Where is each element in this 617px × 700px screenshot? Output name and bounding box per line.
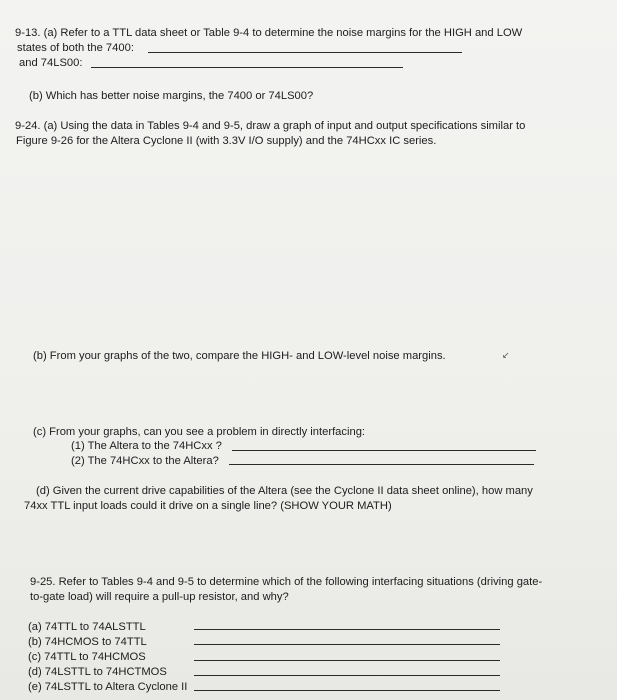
- answer-line-item-b[interactable]: [194, 644, 500, 645]
- q9-25-item-b: (b) 74HCMOS to 74TTL: [28, 636, 147, 648]
- q9-24-d-line2: 74xx TTL input loads could it drive on a single line? (SHOW YOUR MATH): [24, 500, 392, 512]
- q9-24-c-intro: (c) From your graphs, can you see a problem in directly interfacing:: [33, 426, 366, 438]
- answer-line-74ls00[interactable]: [91, 67, 403, 68]
- stray-pen-mark: ↙: [502, 350, 510, 360]
- q9-25-line1: 9-25. Refer to Tables 9-4 and 9-5 to determine which of the following interfacing situations (driving gate-: [30, 576, 543, 588]
- q9-13-a-line3: and 74LS00:: [19, 57, 83, 69]
- q9-25-item-a: (a) 74TTL to 74ALSTTL: [28, 621, 146, 633]
- q9-25-item-e: (e) 74LSTTL to Altera Cyclone II: [28, 681, 188, 693]
- answer-line-c1[interactable]: [232, 450, 536, 451]
- q9-13-a-line1: 9-13. (a) Refer to a TTL data sheet or Table 9-4 to determine the noise margins for the HIGH and LOW: [15, 27, 523, 39]
- answer-line-item-a[interactable]: [194, 629, 500, 630]
- q9-13-b: (b) Which has better noise margins, the 7400 or 74LS00?: [29, 90, 314, 102]
- answer-line-item-c[interactable]: [194, 660, 500, 661]
- q9-25-item-c: (c) 74TTL to 74HCMOS: [28, 651, 146, 663]
- answer-line-item-d[interactable]: [194, 675, 500, 676]
- answer-line-item-e[interactable]: [194, 690, 500, 691]
- q9-25-item-d: (d) 74LSTTL to 74HCTMOS: [28, 666, 167, 678]
- q9-24-b: (b) From your graphs of the two, compare the HIGH- and LOW-level noise margins.: [33, 350, 446, 362]
- q9-24-a-line1: 9-24. (a) Using the data in Tables 9-4 and 9-5, draw a graph of input and output specifications similar to: [15, 120, 526, 132]
- answer-line-c2[interactable]: [229, 464, 534, 465]
- q9-13-a-line2: states of both the 7400:: [17, 42, 134, 54]
- q9-24-a-line2: Figure 9-26 for the Altera Cyclone II (with 3.3V I/O supply) and the 74HCxx IC series.: [16, 135, 437, 147]
- q9-24-c1: (1) The Altera to the 74HCxx ?: [71, 440, 222, 452]
- q9-24-d-line1: (d) Given the current drive capabilities of the Altera (see the Cyclone II data sheet online), how many: [36, 485, 533, 497]
- answer-line-7400[interactable]: [148, 52, 462, 53]
- q9-25-line2: to-gate load) will require a pull-up resistor, and why?: [30, 591, 289, 603]
- q9-24-c2: (2) The 74HCxx to the Altera?: [71, 455, 219, 467]
